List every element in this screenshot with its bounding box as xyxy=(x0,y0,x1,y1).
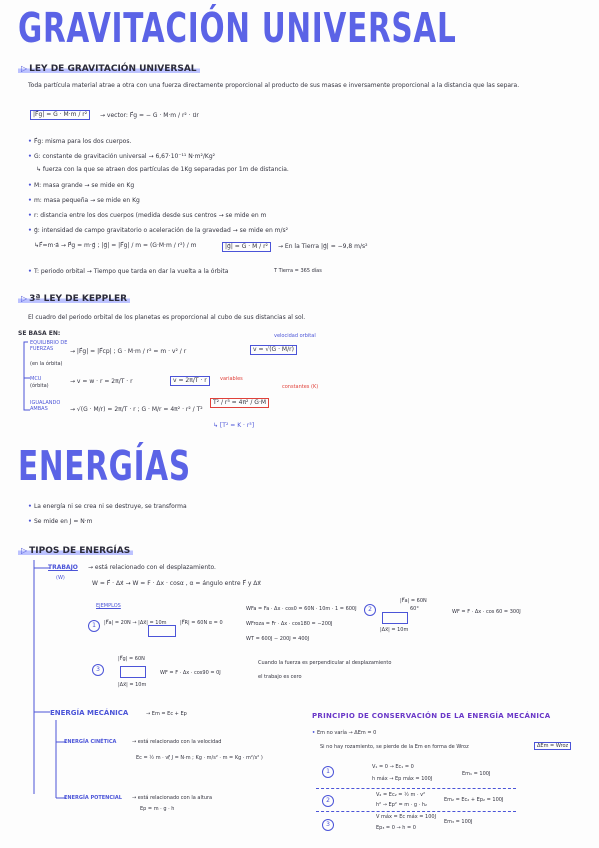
conservacion-line1: • Em no varía → ΔEm = 0 xyxy=(312,730,377,736)
ex3-block xyxy=(120,666,146,678)
ex2-bottom: |Δx⃗| = 10m xyxy=(380,627,409,633)
gravity-formula-box: |F⃗g| = G · M·m / r² xyxy=(30,110,90,120)
kepler-row3-expr: → √(G · M/r) = 2π/T · r ; G · M/r = 4π² · r² / T² xyxy=(70,406,203,413)
kepler-para: El cuadro del periodo orbital de los planetas es proporcional al cubo de sus distancias al sol. xyxy=(28,314,306,321)
gravity-vector-formula: → vector: F⃗g = − G · M·m / r² · u⃗r xyxy=(100,112,199,119)
ex2-angle: 60° xyxy=(410,606,419,612)
kepler-row2-label: MCU xyxy=(30,376,42,382)
ex1-left: |F⃗a| = 20N → |Δx⃗| = 10m xyxy=(104,620,167,626)
mecanica-eq: → Em = Ec + Ep xyxy=(146,711,187,717)
grav-item-fg: • F⃗g: misma para los dos cuerpos. xyxy=(28,138,132,145)
ex1-block xyxy=(148,625,176,637)
kepler-row1-sub: (en la órbita) xyxy=(30,361,63,367)
ex1-right: |F⃗R| = 60N α = 0 xyxy=(180,620,223,626)
grav-item-r: • r: distancia entre los dos cuerpos (medida desde sus centros → se mide en m xyxy=(28,212,267,219)
se-basa-en: SE BASA EN: xyxy=(18,330,61,337)
trabajo-label: TRABAJO xyxy=(48,564,78,571)
grav-item-M: • M: masa grande → se mide en Kg xyxy=(28,182,135,189)
cons-row1-l2: h máx → Ep máx = 100J xyxy=(372,776,433,782)
kepler-bracket xyxy=(22,340,32,414)
ex3-bottom: |Δx⃗| = 10m xyxy=(118,682,147,688)
constantes-label: constantes (K) xyxy=(282,384,319,390)
cons-row3-l2: Ep₃ = 0 → h = 0 xyxy=(376,825,416,831)
trabajo-unit: (W) xyxy=(56,575,65,581)
grav-item-g-desc: ↳ fuerza con la que se atraen dos partículas de 1Kg separadas por 1m de distancia. xyxy=(36,166,289,173)
ex3-circle: 3 xyxy=(92,664,104,676)
cons-row2-r: Em₂ = Ec₂ + Ep₂ = 100J xyxy=(444,797,504,803)
kepler-row1-expr: → |F⃗g| = |F⃗cp| ; G · M·m / r² = m · v² / r xyxy=(70,348,187,355)
cons-row3-r: Em₃ = 100J xyxy=(444,819,473,825)
cons-row1-circle: 1 xyxy=(322,766,334,778)
mecanica-label: ENERGÍA MECÁNICA xyxy=(50,709,129,717)
ex1-calc-1: WFa = Fa · Δx · cos0 = 60N · 10m · 1 = 600J xyxy=(246,606,357,612)
ex3-calc: WF = F · Δx · cos90 = 0J xyxy=(160,670,221,676)
ex3-note-1: Cuando la fuerza es perpendicular al desplazamiento xyxy=(258,660,392,666)
cons-row1-r: Em₁ = 100J xyxy=(462,771,491,777)
earth-gravity: → En la Tierra |g⃗| = −9,8 m/s² xyxy=(278,243,368,250)
tipos-tree xyxy=(30,560,54,800)
ex2-block xyxy=(382,612,408,624)
vel-orbital-label: velocidad orbital xyxy=(274,333,316,339)
cons-divider-1 xyxy=(316,788,516,789)
heading-ley-gravitacion: ▷ LEY DE GRAVITACIÓN UNIVERSAL xyxy=(18,64,200,74)
kepler-result: ↳ [T² = K · r³] xyxy=(213,422,255,429)
ex1-calc-2: WFroza = Fr · Δx · cos180 = −200J xyxy=(246,621,333,627)
ex2-calc: WF = F · Δx · cos 60 = 300J xyxy=(452,609,521,615)
cinetica-units: ( J = N·m ; Kg · m/s² · m = Kg · m²/s² ) xyxy=(168,755,263,761)
ex2-top: |F⃗a| = 60N xyxy=(400,598,427,604)
kepler-row1-label: EQUILIBRIO DE FUERZAS xyxy=(30,340,68,352)
variables-label: variables xyxy=(220,376,243,382)
energia-bullet-2: • Se mide en J = N·m xyxy=(28,518,93,525)
title-gravitacion: GRAVITACIÓN UNIVERSAL xyxy=(18,4,457,52)
cons-row3-circle: 3 xyxy=(322,819,334,831)
conservacion-heading: PRINCIPIO DE CONSERVACIÓN DE LA ENERGÍA MECÁNICA xyxy=(312,712,551,720)
heading-kepler: ▷ 3ª LEY DE KEPPLER xyxy=(18,294,130,304)
potencial-desc: → está relacionado con la altura xyxy=(132,795,213,801)
kepler-row2-box: v = 2π/T · r xyxy=(170,376,210,386)
conservacion-box: ΔEm = Wroz xyxy=(534,742,571,750)
potencial-eq: Ep = m · g · h xyxy=(140,806,175,812)
cons-row2-circle: 2 xyxy=(322,795,334,807)
g-formula-box: |g⃗| = G · M / r² xyxy=(222,242,271,252)
potencial-label: ENERGÍA POTENCIAL xyxy=(64,795,122,801)
cons-row2-l2: h² → Ep² = m · g · h₂ xyxy=(376,802,428,808)
cons-row2-l1: V₂ = Ec₂ = ½ m · v² xyxy=(376,792,426,798)
cinetica-eq: Ec = ½ m · v² xyxy=(136,755,171,761)
kepler-row3-label: IGUALANDO AMBAS xyxy=(30,400,61,412)
kepler-row3-box: T² / r³ = 4π² / G·M xyxy=(210,398,269,408)
cons-row1-l1: V₁ = 0 → Ec₁ = 0 xyxy=(372,764,414,770)
conservacion-line2: Si no hay rozamiento, se pierde de la Em en forma de Wroz xyxy=(320,744,469,750)
grav-item-intensidad: • g⃗: intensidad de campo gravitatorio o aceleración de la gravedad → se mide en m/s² xyxy=(28,227,289,234)
ex2-circle: 2 xyxy=(364,604,376,616)
ex1-circle: 1 xyxy=(88,620,100,632)
kepler-row1-box: v = √(G · M/r) xyxy=(250,345,297,355)
earth-period: T Tierra = 365 días xyxy=(274,268,322,274)
cons-row3-l1: V máx = Ec máx = 100J xyxy=(376,814,437,820)
trabajo-formula: W = F⃗ · Δx⃗ → W = F · Δx · cosα , α = ángulo entre F⃗ y Δx⃗ xyxy=(92,580,261,587)
ejemplos-label: EJEMPLOS xyxy=(96,603,121,609)
ex3-top: |F⃗g| = 60N xyxy=(118,656,145,662)
grav-item-T: • T: periodo orbital → Tiempo que tarda en dar la vuelta a la órbita xyxy=(28,268,229,275)
title-energias: ENERGÍAS xyxy=(18,442,191,490)
ex3-note-2: el trabajo es cero xyxy=(258,674,302,680)
kepler-row2-expr: → v = w · r = 2π/T · r xyxy=(70,378,133,385)
grav-derivation: ↳F⃗=m·a⃗ → P⃗g = m·g⃗ ; |g⃗| = |F⃗g| / m = (G·M·m / r²) / m xyxy=(34,242,197,249)
cinetica-desc: → está relacionado con la velocidad xyxy=(132,739,222,745)
trabajo-desc: → está relacionado con el desplazamiento. xyxy=(88,564,216,571)
mecanica-tree xyxy=(54,720,68,802)
heading-tipos: ▷ TIPOS DE ENERGÍAS xyxy=(18,546,133,556)
grav-item-m: • m: masa pequeña → se mide en Kg xyxy=(28,197,140,204)
grav-item-g: • G: constante de gravitación universal → 6,67·10⁻¹¹ N·m²/Kg² xyxy=(28,153,216,160)
ley-gravitacion-para: Toda partícula material atrae a otra con una fuerza directamente proporcional al producto de sus masas e inversamente proporcional a la distancia que las separa. xyxy=(28,82,520,89)
cons-divider-2 xyxy=(316,811,516,812)
kepler-row2-sub: (órbita) xyxy=(30,383,49,389)
cinetica-label: ENERGÍA CINÉTICA xyxy=(64,739,117,745)
energia-bullet-1: • La energía ni se crea ni se destruye, se transforma xyxy=(28,503,187,510)
ex1-calc-3: WT = 600J − 200J = 400J xyxy=(246,636,310,642)
